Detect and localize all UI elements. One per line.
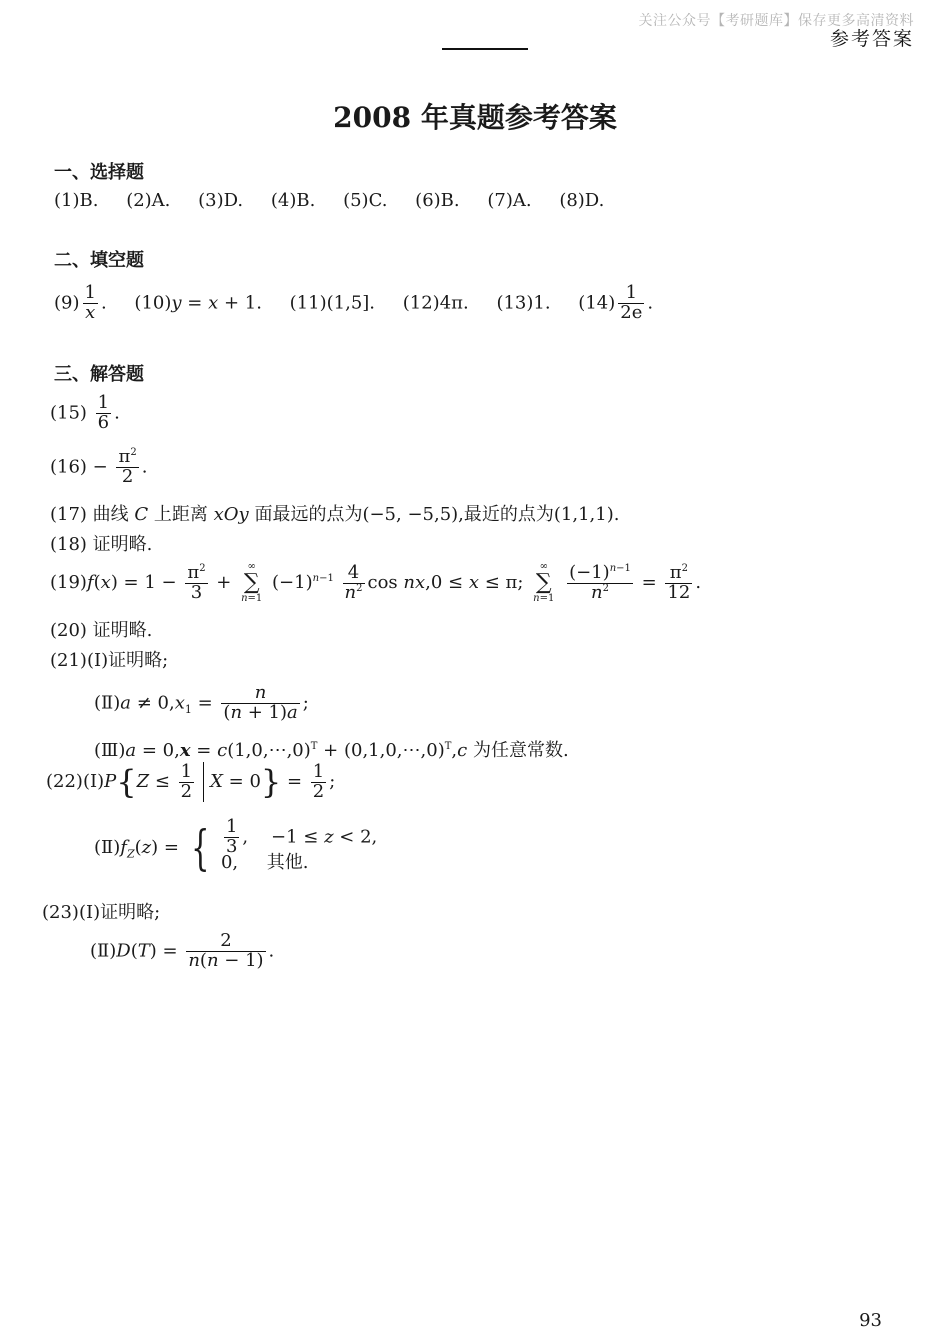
answer-21-part-1: (21)(Ⅰ)证明略;: [50, 650, 169, 671]
answer-18: (18) 证明略.: [50, 534, 153, 555]
choice-answer: (3)D.: [198, 190, 244, 211]
answer-20: (20) 证明略.: [50, 620, 153, 641]
page-number: 93: [859, 1310, 882, 1331]
answer-21-part-3: (Ⅲ)a = 0,x = c(1,0,⋯,0)$^T$ + (0,1,0,⋯,0)$^T$,c 为任意常数.: [94, 740, 569, 761]
answer-19: (19)f(x) = 1 − $\frac{\pi^2}{3}$ + ∞ ∑ n=1 $(-1)^{n-1}$ $\frac{4}{n^2}$ cos nx,0 ≤ x ≤ π; ∞ ∑ n=1 $\frac{(-1)^{n-1}}{n^2}$ = $\frac{\pi^2}{12}$ .: [50, 561, 702, 604]
section-fill-heading: 二、填空题: [54, 250, 144, 271]
watermark-text: 关注公众号【考研题库】保存更多高清资料: [638, 13, 914, 29]
choice-answer: (4)B.: [270, 190, 316, 211]
choice-answer: (5)C.: [343, 190, 388, 211]
choice-answer: (8)D.: [559, 190, 605, 211]
corner-label: 参考答案: [829, 28, 914, 50]
answer-23-part-2: (Ⅱ)D(T) = $\frac{2}{n(n - 1)}$ .: [90, 930, 275, 971]
answer-15: (15) $\frac{1}{6}$ .: [50, 392, 120, 433]
choice-answer: (7)A.: [487, 190, 532, 211]
answer-17: (17) 曲线 C 上距离 xOy 面最远的点为(−5, −5,5),最近的点为(1,1,1).: [50, 504, 620, 525]
answer-23-part-1: (23)(Ⅰ)证明略;: [42, 902, 161, 923]
section-choice-heading: 一、选择题: [54, 162, 144, 183]
answer-22-part-2: $(Ⅱ)f_Z(z)$ = { $\frac{1}{3}$ , −1 ≤ z < 2, 0, 其他.: [94, 816, 378, 876]
header-rule: [442, 48, 528, 50]
answer-16: (16) − $\frac{\pi^2}{2}$ .: [50, 446, 148, 487]
choice-answers-row: [54, 190, 604, 211]
choice-answer: (6)B.: [415, 190, 460, 211]
fill-answers-row: (9) $\frac{1}{x}$ . (10)y = x + 1. (11)(1,5]. (12)4π. (13)1. (14) $\frac{1}{2e}$ .: [54, 282, 654, 323]
answer-22-part-1: (22)(Ⅰ)P{Z ≤ $\frac{1}{2}$ X = 0} = $\frac{1}{2}$ ;: [46, 760, 336, 802]
answer-21-part-2: (Ⅱ)a ≠ $0,x_1$ = $\frac{n}{(n + 1)a}$ ;: [94, 682, 309, 723]
choice-answer: (1)B.: [54, 190, 99, 211]
choice-answer: (2)A.: [126, 190, 171, 211]
section-solve-heading: 三、解答题: [54, 364, 144, 385]
page-title: 2008 年真题参考答案: [333, 101, 617, 134]
